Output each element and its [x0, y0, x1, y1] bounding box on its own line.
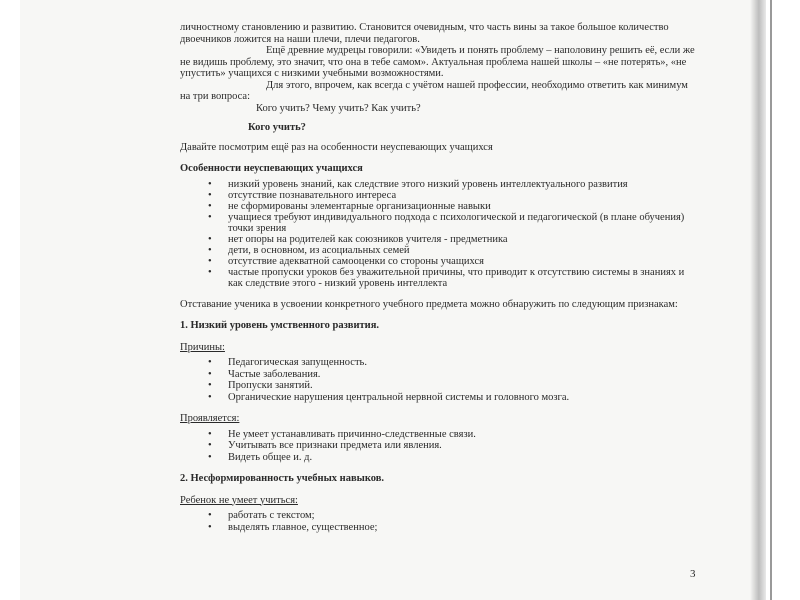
cant-learn-label: Ребенок не умеет учиться:	[180, 494, 298, 506]
manifests-label: Проявляется:	[180, 413, 240, 424]
list-item: • не сформированы элементарные организационные навыки	[228, 201, 700, 212]
questions-line: Кого учить? Чему учить? Как учить?	[256, 102, 421, 114]
document-body	[180, 22, 700, 533]
page-edge-line	[770, 0, 772, 600]
manifests-list	[180, 429, 700, 464]
list-item: • Частые заболевания.	[228, 369, 700, 381]
page-number: 3	[690, 568, 696, 580]
list-item: • Педагогическая запущенность.	[228, 357, 700, 369]
heading-who-to-teach: Кого учить?	[248, 122, 306, 133]
list-item: • низкий уровень знаний, как следствие этого низкий уровень интеллектуального развития	[228, 179, 700, 190]
list-item: • Пропуски занятий.	[228, 380, 700, 392]
lag-paragraph: Отставание ученика в усвоении конкретного учебного предмета можно обнаружить по следующим признакам:	[180, 298, 678, 310]
list-item: • учащиеся требуют индивидуального подхода с психологической и педагогической (в плане обучения) точки зрения	[228, 212, 700, 234]
list-item: • выделять главное, существенное;	[228, 522, 700, 534]
causes-list	[180, 357, 700, 403]
list-item: • нет опоры на родителей как союзников учителя - предметника	[228, 234, 700, 245]
intro-paragraph-3: Для этого, впрочем, как всегда с учётом нашей профессии, необходимо ответить как минимум на три вопроса:	[180, 79, 688, 102]
lets-look-line: Давайте посмотрим ещё раз на особенности неуспевающих учащихся	[180, 141, 493, 153]
intro-paragraph-2: Ещё древние мудрецы говорили: «Увидеть и понять проблему – наполовину решить её, если же не видишь проблему, это значит, что она в тебе самом». Актуальная проблема нашей школы – «не потерять», «не упустить» учащихся с низкими учебными возможностями.	[180, 45, 695, 79]
list-item: • работать с текстом;	[228, 510, 700, 522]
list-item: • дети, в основном, из асоциальных семей	[228, 245, 700, 256]
list-item: • Не умеет устанавливать причинно-следственные связи.	[228, 429, 700, 441]
sign-1-heading: 1. Низкий уровень умственного развития.	[180, 320, 380, 331]
list-item: • частые пропуски уроков без уважительной причины, что приводит к отсутствию системы в знаниях и как следствие этого - низкий уровень интеллекта	[228, 267, 700, 289]
intro-paragraph-1: личностному становлению и развитию. Становится очевидным, что часть вины за такое большое количество двоечников ложится на наши плечи, плечи педагогов.	[180, 22, 669, 45]
causes-label: Причины:	[180, 341, 225, 353]
page-edge-shadow	[750, 0, 766, 600]
cant-learn-list	[180, 510, 700, 533]
list-item: • отсутствие адекватной самооценки со стороны учащихся	[228, 256, 700, 267]
list-item: • Учитывать все признаки предмета или явления.	[228, 440, 700, 452]
list-item: • отсутствие познавательного интереса	[228, 190, 700, 201]
features-heading: Особенности неуспевающих учащихся	[180, 163, 363, 174]
sign-2-heading: 2. Несформированность учебных навыков.	[180, 473, 385, 484]
list-item: • Органические нарушения центральной нервной системы и головного мозга.	[228, 392, 700, 404]
features-list	[180, 179, 700, 289]
list-item: • Видеть общее и. д.	[228, 452, 700, 464]
